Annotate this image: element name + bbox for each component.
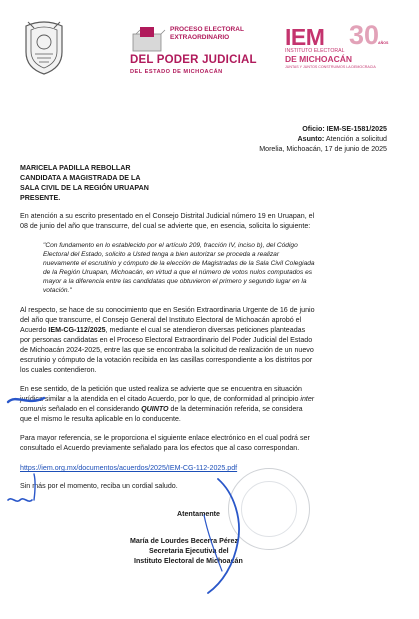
state-coat-of-arms-icon: [22, 18, 66, 76]
p2-line: los cuales contendieron.: [20, 366, 97, 374]
addressee-name: MARICELA PADILLA REBOLLAR: [20, 164, 131, 172]
oficio-number: Oficio: IEM-SE-1581/2025: [302, 125, 387, 133]
atentamente: Atentamente: [177, 510, 220, 518]
iem-acronym: IEM: [285, 24, 325, 50]
iem-line1: INSTITUTO ELECTORAL: [285, 48, 345, 54]
proceso-line3: DEL PODER JUDICIAL: [130, 54, 257, 66]
iem-motto: JUNTAS Y JUNTOS CONSTRUIMOS LA DEMOCRACIA: [285, 65, 376, 69]
proceso-line2: EXTRAORDINARIO: [170, 34, 230, 41]
p2-line: Al respecto, se hace de su conocimiento que en Sesión Extraordinaria Urgente de 16 de junio: [20, 306, 315, 314]
acuerdo-reference: IEM-CG-112/2025: [48, 326, 106, 334]
quote-line: "Con fundamento en lo establecido por el artículo 209, fracción IV, inciso b), del Código: [43, 242, 298, 249]
proceso-line4: DEL ESTADO DE MICHOACÁN: [130, 69, 223, 75]
iem-logo: [285, 20, 403, 74]
p2-line: del año que transcurre, el Consejo General del Instituto Electoral de Michoacán aprobó el: [20, 316, 302, 324]
closing-line: Sin más por el momento, reciba un cordial saludo.: [20, 482, 178, 490]
proceso-electoral-logo: [130, 26, 260, 84]
quote-line: mayor a la diferencia entre las candidatas que obtuvieron el primero y segundo lugar en la: [43, 278, 307, 285]
quote-line: votación.": [43, 287, 72, 294]
p3-line: En ese sentido, de la petición que usted realiza se advierte que se encuentra en situación: [20, 385, 302, 393]
asunto: Asunto: Atención a solicitud: [297, 135, 387, 143]
signer-role: Secretaria Ejecutiva del: [149, 547, 229, 555]
p2-line: por personas candidatas en el Proceso Electoral Extraordinario del Poder Judicial del Estado: [20, 336, 313, 344]
proceso-line1: PROCESO ELECTORAL: [170, 26, 244, 33]
p3-line: comunis señalado en el considerando QUINTO de la determinación referida, se considera: [20, 405, 303, 413]
p1-line: En atención a su escrito presentado en el Consejo Distrital Judicial número 19 en Uruapan, el: [20, 212, 315, 220]
iem-line2: DE MICHOACÁN: [285, 54, 353, 64]
p3-line: jurídica similar a la atendida en el citado Acuerdo, por lo que, de conformidad al principio inter: [20, 395, 315, 403]
p2-line: Acuerdo IEM-CG-112/2025, mediante el cual se atendieron diversas peticiones planteadas: [20, 326, 306, 334]
quote-line: nuevamente el escrutinio y cómputo de la elección de Magistradas de la Sala Civil Colegiada: [43, 260, 315, 267]
quote-line: de la Región Uruapan, Michoacán, en virtud a que el número de votos nulos computados es: [43, 269, 313, 276]
p2-line: escrutinio y cómputo de la votación recibida en las casillas correspondiente a los distritos por: [20, 356, 313, 364]
signer-name: María de Lourdes Becerra Pérez: [130, 537, 239, 545]
pen-mark: [6, 390, 46, 410]
p1-line: 08 de junio del año que transcurre, del cual se advierte que, en esencia, solicita lo siguiente:: [20, 222, 311, 230]
addressee-sala: SALA CIVIL DE LA REGIÓN URUAPAN: [20, 184, 149, 192]
iem-anniversary-label: AÑOS: [378, 41, 389, 45]
addressee-role: CANDIDATA A MAGISTRADA DE LA: [20, 174, 141, 182]
acuerdo-link[interactable]: https://iem.org.mx/documentos/acuerdos/2025/IEM-CG-112-2025.pdf: [20, 464, 238, 472]
signer-institution: Instituto Electoral de Michoacán: [134, 557, 243, 565]
p4-line: consultado el Acuerdo previamente señalado para los efectos que al caso correspondan.: [20, 444, 300, 452]
addressee-presente: PRESENTE.: [20, 194, 61, 202]
pen-mark: [4, 470, 54, 530]
p4-line: Para mayor referencia, se le proporciona el siguiente enlace electrónico en el cual podrá ser: [20, 434, 310, 442]
iem-anniversary-number: 30: [349, 20, 380, 50]
handwritten-signature: [160, 475, 260, 605]
p3-line: que el mismo le resulta aplicable en lo conducente.: [20, 415, 181, 423]
fecha: Morelia, Michoacán, 17 de junio de 2025: [259, 145, 387, 153]
quote-line: Electoral del Estado, solicito a Usted tenga a bien autorizar se proceda a realizar: [43, 251, 280, 258]
ballot-box-icon: [130, 26, 168, 52]
p2-line: de Michoacán 2024-2025, entre las que se encontraba la solicitud de realización de un nuevo: [20, 346, 314, 354]
